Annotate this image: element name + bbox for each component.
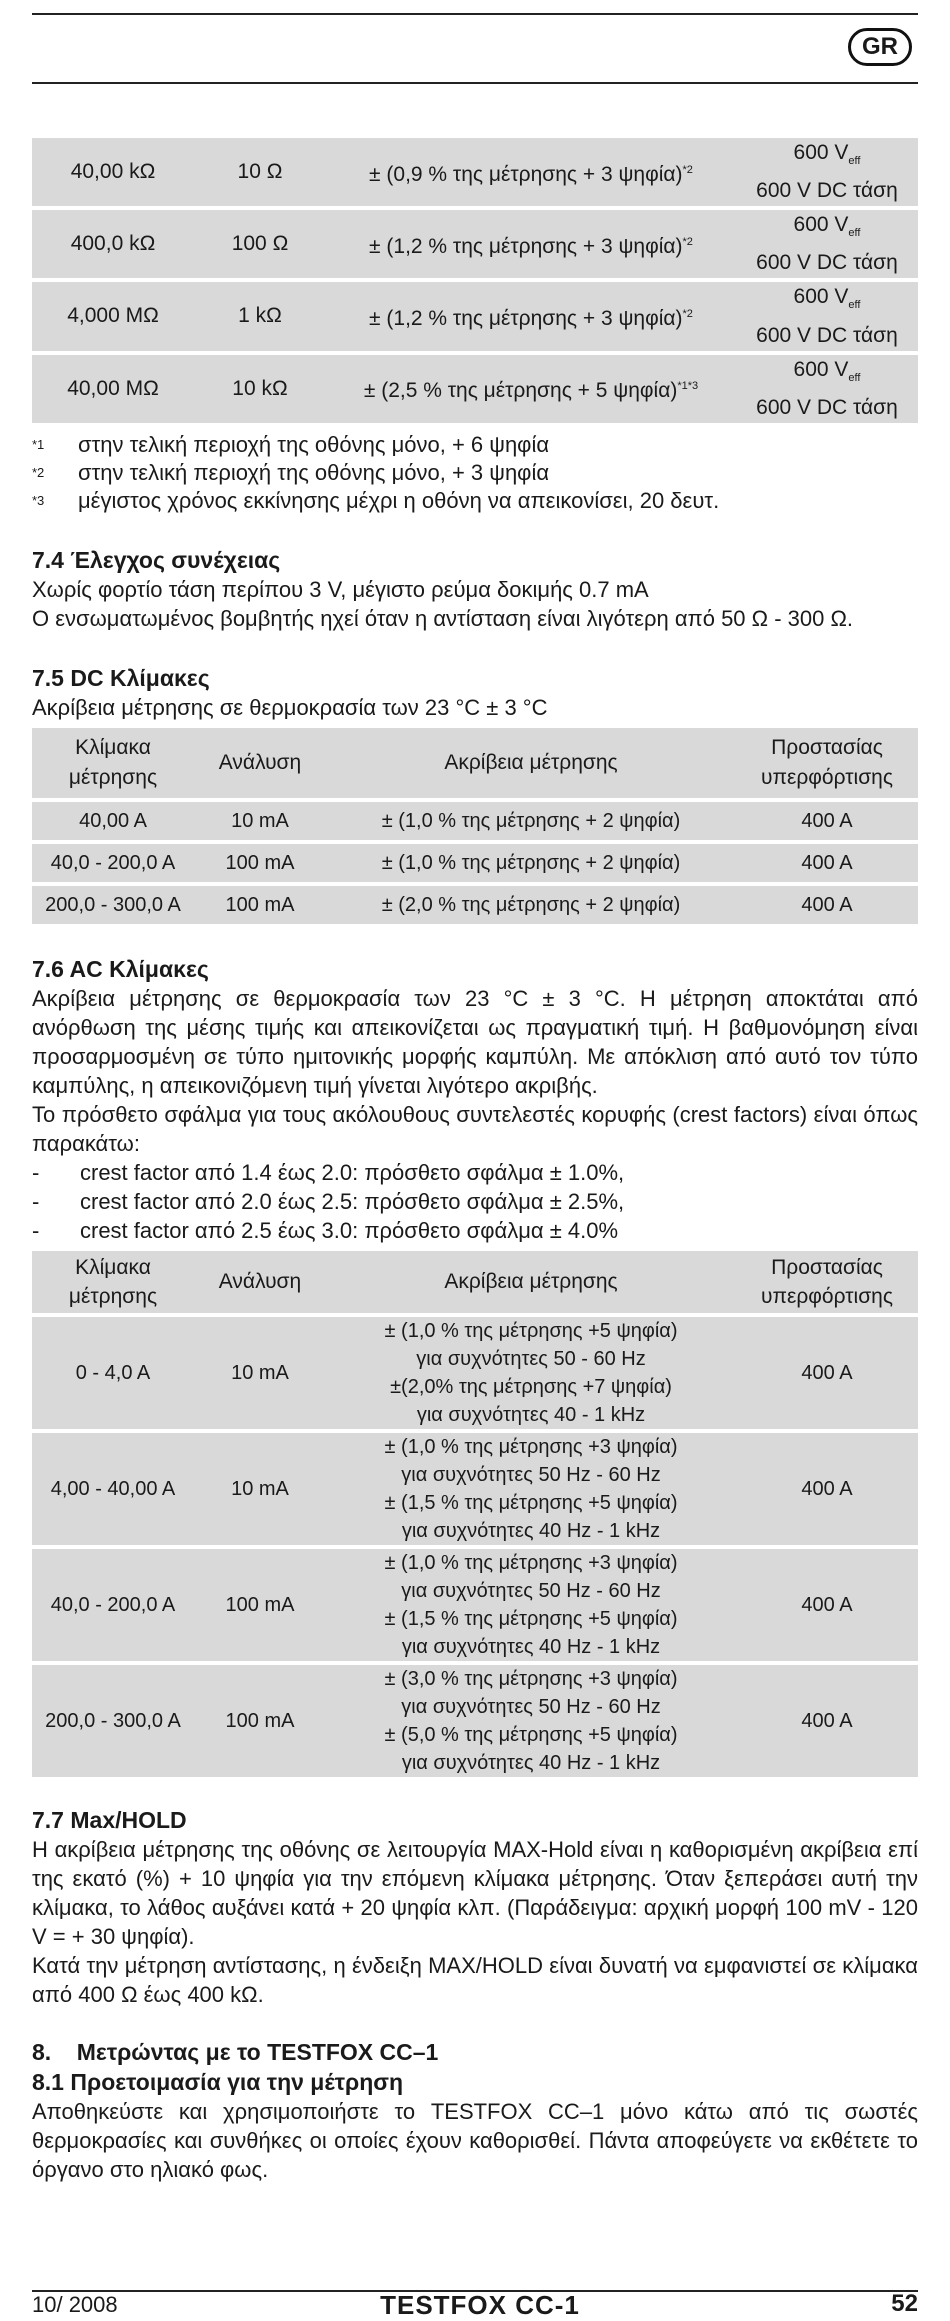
accuracy-line: ± (1,0 % της μέτρησης +5 ψηφία): [384, 1319, 678, 1342]
section-8-1-title: 8.1 Προετοιμασία για την μέτρηση: [32, 2068, 404, 2095]
table-row: [32, 844, 918, 882]
accuracy-line: ± (1,5 % της μέτρησης +5 ψηφία): [384, 1607, 678, 1630]
protection-cell: 400 A: [736, 802, 918, 840]
accuracy-cell: [326, 1433, 736, 1545]
col-range: Κλίμακα μέτρησης: [32, 1251, 194, 1313]
protection-cell: 400 A: [736, 1549, 918, 1661]
footnote-text: στην τελική περιοχή της οθόνης μόνο, + 3 ψηφία: [78, 459, 550, 485]
col-range: Κλίμακα μέτρησης: [32, 728, 194, 798]
col-protection: Προστασίας υπερφόρτισης: [736, 728, 918, 798]
section-8-title: 8. Μετρώντας με το TESTFOX CC–1: [32, 2038, 439, 2065]
accuracy-cell: ± (2,0 % της μέτρησης + 2 ψηφία): [326, 886, 736, 924]
bullet-dash: -: [32, 1159, 40, 1185]
accuracy-line: για συχνότητες 40 - 1 kHz: [416, 1403, 646, 1426]
resolution-cell: 10 mA: [194, 802, 326, 840]
protection-cell: 400 A: [736, 1317, 918, 1429]
footnote: [32, 431, 918, 459]
accuracy-line: ± (1,0 % της μέτρησης +3 ψηφία): [384, 1551, 678, 1574]
protection-cell: 400 A: [736, 844, 918, 882]
range-cell: 200,0 - 300,0 A: [32, 886, 194, 924]
col-resolution: Ανάλυση: [194, 1251, 326, 1313]
accuracy-text: ± (2,5 % της μέτρησης + 5 ψηφία): [363, 379, 678, 403]
protection-cell: 400 A: [736, 886, 918, 924]
protection-cell: [736, 210, 918, 278]
section-7-6-text-2: Το πρόσθετο σφάλμα για τους ακόλουθους συντελεστές κορυφής (crest factors) είναι όπως παρακάτω:: [32, 1101, 918, 1156]
resolution-cell: 100 Ω: [194, 210, 326, 278]
range-cell: 40,0 - 200,0 A: [32, 844, 194, 882]
protection-cell: 400 A: [736, 1433, 918, 1545]
accuracy-line: ± (3,0 % της μέτρησης +3 ψηφία): [384, 1667, 678, 1690]
accuracy-footnote-mark: *1*3: [677, 380, 699, 393]
dc-ranges-table: [32, 724, 918, 928]
bullet-text: crest factor από 2.5 έως 3.0: πρόσθετο σφάλμα ± 4.0%: [80, 1217, 619, 1243]
footnote: [32, 487, 918, 515]
accuracy-line: για συχνότητες 40 Hz - 1 kHz: [401, 1519, 661, 1542]
section-7-7-text-2: Κατά την μέτρηση αντίστασης, η ένδειξη MAX/HOLD είναι δυνατή να εμφανιστεί σε κλίμακα από 400 Ω έως 400 kΩ.: [32, 1952, 918, 2007]
bullet-dash: -: [32, 1217, 40, 1243]
range-cell: 4,00 - 40,00 A: [32, 1433, 194, 1545]
top-rule: [32, 13, 918, 15]
accuracy-line: ± (1,5 % της μέτρησης +5 ψηφία): [384, 1491, 678, 1514]
protection-line-1: 600 V: [793, 357, 849, 381]
resolution-cell: 100 mA: [194, 844, 326, 882]
table-row: [32, 802, 918, 840]
table-row: [32, 282, 918, 350]
resolution-cell: 100 mA: [194, 1665, 326, 1777]
resolution-cell: 10 mA: [194, 1317, 326, 1429]
resolution-cell: 10 mA: [194, 1433, 326, 1545]
protection-line-1: 600 V: [793, 141, 849, 164]
list-item: [32, 1216, 918, 1245]
accuracy-cell: [326, 1317, 736, 1429]
table-row: [32, 1665, 918, 1777]
accuracy-footnote-mark: *2: [682, 307, 693, 320]
protection-cell: 400 A: [736, 1665, 918, 1777]
resolution-cell: 100 mA: [194, 886, 326, 924]
protection-subscript: eff: [848, 299, 861, 312]
section-7-4-text-2: Ο ενσωματωμένος βομβητής ηχεί όταν η αντίσταση είναι λιγότερη από 50 Ω - 300 Ω.: [32, 605, 854, 631]
protection-cell: [736, 138, 918, 206]
resolution-cell: 10 kΩ: [194, 355, 326, 423]
table-row: [32, 1433, 918, 1545]
accuracy-line: ±(2,0% της μέτρησης +7 ψηφία): [390, 1375, 672, 1398]
protection-line-2: 600 V DC τάση: [756, 251, 898, 275]
accuracy-text: ± (1,2 % της μέτρησης + 3 ψηφία): [369, 306, 683, 330]
protection-cell: [736, 355, 918, 423]
list-item: [32, 1158, 918, 1187]
footnote-text: μέγιστος χρόνος εκκίνησης μέχρι η οθόνη να απεικονίσει, 20 δευτ.: [78, 487, 720, 513]
col-accuracy: Ακρίβεια μέτρησης: [326, 1251, 736, 1313]
table-row: [32, 886, 918, 924]
accuracy-cell: [326, 1665, 736, 1777]
ac-ranges-table: [32, 1247, 918, 1781]
protection-line-2: 600 V DC τάση: [756, 179, 898, 203]
accuracy-line: για συχνότητες 50 Hz - 60 Hz: [401, 1695, 661, 1718]
resolution-cell: 10 Ω: [194, 138, 326, 206]
section-7-6-text-1: Ακρίβεια μέτρησης σε θερμοκρασία των 23 °C ± 3 °C. Η μέτρηση αποκτάται από ανόρθωση της μέσης τιμής και απεικονίζεται ως πραγματική τιμή. Η βαθμονόμηση είναι προσαρμοσμένη σε τύπο ημιτονικής μορφής καμπύλη. Με απόκλιση από αυτό τον τύπο καμπύλης, η απεικονιζόμενη τιμή γίνεται λιγότερο ακριβής.: [32, 985, 918, 1098]
accuracy-cell: ± (1,0 % της μέτρησης + 2 ψηφία): [326, 844, 736, 882]
accuracy-text: ± (0,9 % της μέτρησης + 3 ψηφία): [369, 162, 683, 186]
accuracy-line: για συχνότητες 40 Hz - 1 kHz: [401, 1635, 661, 1658]
section-7-5-text: Ακρίβεια μέτρησης σε θερμοκρασία των 23 °C ± 3 °C: [32, 694, 548, 720]
bullet-dash: -: [32, 1188, 40, 1214]
range-cell: 4,000 MΩ: [32, 282, 194, 350]
section-8-1-text: Αποθηκεύστε και χρησιμοποιήστε το TESTFOX CC–1 μόνο κάτω από τις σωστές θερμοκρασίες και συνθήκες οι οποίες έχουν καθορισθεί. Πάντα αποφεύγετε να εκθέτετε το όργανο στο ηλιακό φως.: [32, 2098, 918, 2182]
accuracy-cell: [326, 138, 736, 206]
footnote-text: στην τελική περιοχή της οθόνης μόνο, + 6 ψηφία: [78, 431, 550, 457]
footer-date: 10/ 2008: [32, 2292, 118, 2317]
footer-product: TESTFOX CC-1: [380, 2290, 580, 2320]
section-7-7-text-1: Η ακρίβεια μέτρησης της οθόνης σε λειτουργία MAX-Hold είναι η καθορισμένη ακρίβεια επί της εκατό (%) + 10 ψηφία για την επόμενη κλίμακα μέτρησης. Όταν ξεπεράσει αυτή την κλίμακα, το λάθος αυξάνει κατά + 20 ψηφία κλπ. (Παράδειγμα: αρχική μορφή 100 mV - 120 V = + 30 ψηφία).: [32, 1836, 918, 1949]
accuracy-line: ± (1,0 % της μέτρησης +3 ψηφία): [384, 1435, 678, 1458]
accuracy-line: για συχνότητες 40 Hz - 1 kHz: [401, 1751, 661, 1774]
protection-line-2: 600 V DC τάση: [756, 395, 898, 419]
accuracy-text: ± (1,2 % της μέτρησης + 3 ψηφία): [369, 234, 683, 258]
table-row: [32, 1549, 918, 1661]
accuracy-footnote-mark: *2: [682, 163, 693, 176]
range-cell: 40,00 A: [32, 802, 194, 840]
header-rule: [32, 82, 918, 84]
protection-line-1: 600 V: [793, 285, 849, 309]
accuracy-cell: [326, 1549, 736, 1661]
range-cell: 200,0 - 300,0 A: [32, 1665, 194, 1777]
resolution-cell: 1 kΩ: [194, 282, 326, 350]
protection-subscript: eff: [848, 227, 861, 240]
protection-subscript: eff: [848, 371, 861, 384]
range-cell: 40,00 kΩ: [32, 138, 194, 206]
range-cell: 40,00 MΩ: [32, 355, 194, 423]
section-7-6-title: 7.6 AC Κλίμακες: [32, 955, 209, 982]
footnote-mark: *2: [32, 464, 45, 480]
protection-subscript: eff: [848, 155, 861, 168]
protection-line-1: 600 V: [793, 213, 849, 237]
bullet-text: crest factor από 1.4 έως 2.0: πρόσθετο σφάλμα ± 1.0%,: [80, 1159, 625, 1185]
footnotes: [32, 431, 918, 515]
resistance-table: [32, 134, 918, 427]
accuracy-line: ± (5,0 % της μέτρησης +5 ψηφία): [384, 1723, 678, 1746]
section-7-4-title: 7.4 Έλεγχος συνέχειας: [32, 546, 281, 573]
accuracy-line: για συχνότητες 50 - 60 Hz: [416, 1347, 646, 1370]
range-cell: 0 - 4,0 A: [32, 1317, 194, 1429]
footnote-mark: *3: [32, 492, 45, 508]
resolution-cell: 100 mA: [194, 1549, 326, 1661]
table-row: [32, 138, 918, 206]
footnote-mark: *1: [32, 436, 45, 452]
table-row: [32, 210, 918, 278]
language-badge: GR: [848, 28, 912, 66]
table-row: [32, 1317, 918, 1429]
accuracy-line: για συχνότητες 50 Hz - 60 Hz: [401, 1579, 661, 1602]
range-cell: 400,0 kΩ: [32, 210, 194, 278]
section-7-4-text-1: Χωρίς φορτίο τάση περίπου 3 V, μέγιστο ρεύμα δοκιμής 0.7 mA: [32, 576, 649, 602]
range-cell: 40,0 - 200,0 A: [32, 1549, 194, 1661]
page-number: 52: [891, 2290, 918, 2317]
accuracy-line: για συχνότητες 50 Hz - 60 Hz: [401, 1463, 661, 1486]
bullet-text: crest factor από 2.0 έως 2.5: πρόσθετο σφάλμα ± 2.5%,: [80, 1188, 625, 1214]
col-resolution: Ανάλυση: [194, 728, 326, 798]
crest-factor-list: [32, 1158, 918, 1245]
page-content: [32, 134, 918, 2184]
protection-line-2: 600 V DC τάση: [756, 323, 898, 347]
accuracy-footnote-mark: *2: [682, 235, 693, 248]
section-7-7-title: 7.7 Max/HOLD: [32, 1806, 187, 1833]
footnote: [32, 459, 918, 487]
list-item: [32, 1187, 918, 1216]
accuracy-cell: [326, 355, 736, 423]
col-protection: Προστασίας υπερφόρτισης: [736, 1251, 918, 1313]
table-row: [32, 355, 918, 423]
protection-cell: [736, 282, 918, 350]
col-accuracy: Ακρίβεια μέτρησης: [326, 728, 736, 798]
section-7-5-title: 7.5 DC Κλίμακες: [32, 664, 210, 691]
accuracy-cell: [326, 282, 736, 350]
accuracy-cell: [326, 210, 736, 278]
accuracy-cell: ± (1,0 % της μέτρησης + 2 ψηφία): [326, 802, 736, 840]
